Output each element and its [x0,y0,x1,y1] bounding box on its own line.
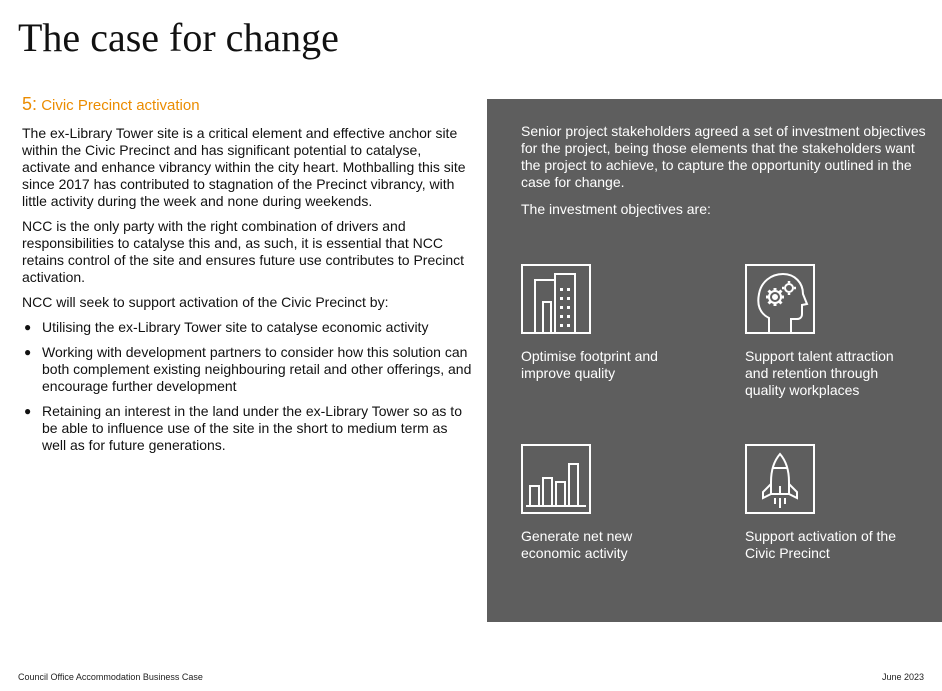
bullet-icon: ● [24,404,32,418]
bullet-icon: ● [24,320,32,334]
bullet-list [22,319,472,454]
objective-label: Support activation of the Civic Precinct [745,528,896,561]
building-icon [521,264,591,334]
bullet-icon: ● [24,345,32,359]
list-item-text: Working with development partners to consider how this solution can both complement existing neighbouring retail and other offerings, and encourage further development [42,344,472,394]
objective-activation [745,444,915,562]
bar-chart-icon [521,444,591,514]
list-item-text: Retaining an interest in the land under the ex-Library Tower so as to be able to influence use of the site in the short to medium term as well as for future generations. [42,403,462,453]
investment-objectives-panel [487,99,942,622]
objective-label: Optimise footprint and improve quality [521,348,658,381]
paragraph: NCC will seek to support activation of the Civic Precinct by: [22,294,389,310]
rocket-icon [745,444,815,514]
section-heading-text: Civic Precinct activation [41,97,200,114]
panel-intro-text: The investment objectives are: [521,201,711,217]
panel-intro [521,123,931,228]
section-number: 5: [22,94,38,114]
paragraph: NCC is the only party with the right combination of drivers and responsibilities to catalyse this and, as such, it is essential that NCC retains control of the site and ensures future use contributes to Precinct activation. [22,218,465,285]
list-item [22,403,472,454]
page-title: The case for change [18,15,339,60]
list-item-text: Utilising the ex-Library Tower site to catalyse economic activity [42,319,429,335]
section-heading [22,96,472,114]
left-column [22,96,472,462]
objective-label: Support talent attraction and retention through quality workplaces [745,348,894,398]
objective-label: Generate net new economic activity [521,528,633,561]
list-item [22,344,472,395]
objective-talent [745,264,915,399]
head-gears-icon [745,264,815,334]
panel-intro-text: Senior project stakeholders agreed a set of investment objectives for the project, being those elements that the stakeholders want the project to achieve, to capture the opportunity outlined in the case for change. [521,123,926,190]
objective-footprint [521,264,691,382]
footer-date: June 2023 [881,672,924,682]
list-item [22,319,472,336]
footer-document-title: Council Office Accommodation Business Case [18,672,203,682]
objective-economic [521,444,691,562]
paragraph: The ex-Library Tower site is a critical element and effective anchor site within the Civic Precinct and has significant potential to catalyse, activate and enhance vibrancy within the city heart. Mothballing this site since 2017 has contributed to stagnation of the Precinct vibrancy, with little activity during the week and none during weekends. [22,125,466,209]
